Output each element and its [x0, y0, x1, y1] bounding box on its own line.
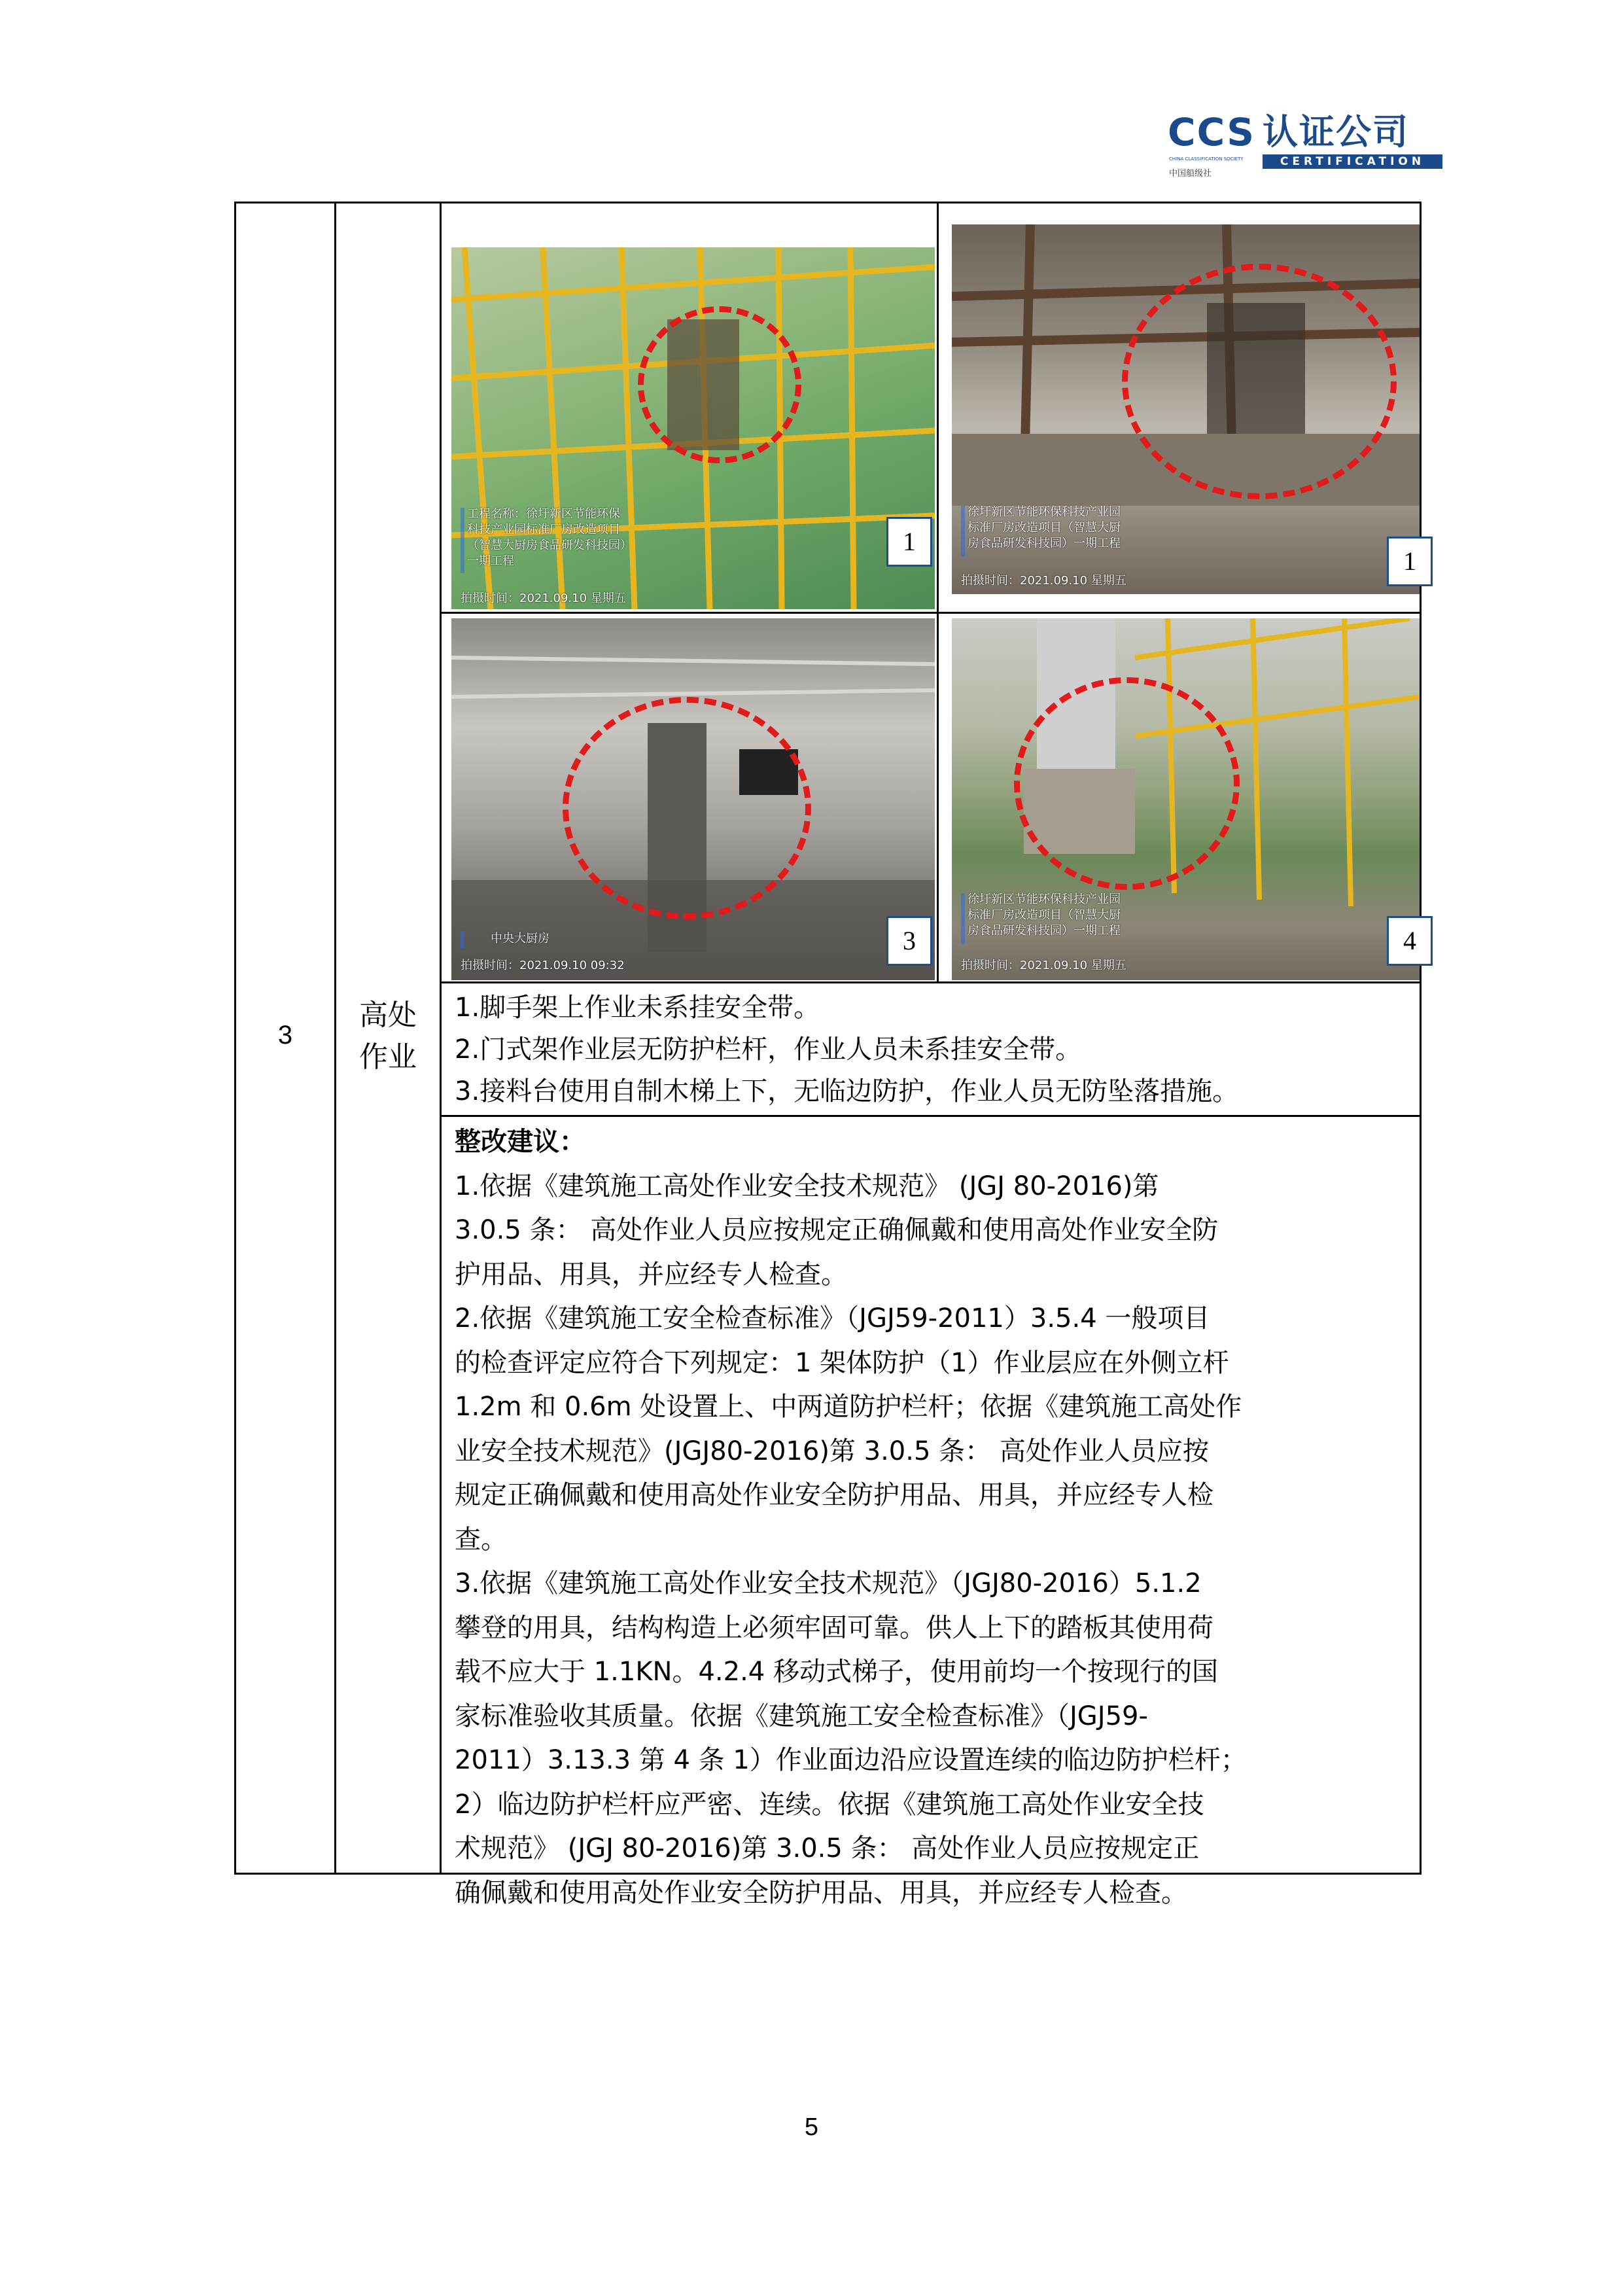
photo-timestamp: 拍摄时间：2021.09.10 星期五 — [461, 592, 626, 605]
site-photo-2 — [952, 224, 1420, 594]
site-photo-4 — [952, 618, 1420, 980]
site-photo-3 — [451, 618, 935, 980]
suggestion-line: 业安全技术规范》(JGJ80-2016)第 3.0.5 条： 高处作业人员应按 — [455, 1436, 1209, 1466]
photo-divider — [937, 202, 939, 983]
finding-2: 2.门式架作业层无防护栏杆，作业人员未系挂安全带。 — [455, 1034, 1082, 1065]
caption-bar — [461, 931, 464, 948]
rectification-suggestions — [455, 1120, 1403, 1915]
category-line-1: 高处 — [359, 998, 417, 1032]
photo-timestamp: 拍摄时间：2021.09.10 星期五 — [961, 959, 1126, 972]
col-divider-2 — [440, 202, 442, 1875]
logo-name: 认证公司 — [1263, 111, 1409, 152]
row-category — [336, 995, 440, 1078]
suggestion-line: 攀登的用具，结构构造上必须牢固可靠。供人上下的踏板其使用荷 — [455, 1612, 1213, 1643]
findings-bottom-line — [440, 1115, 1422, 1117]
logo-small-cn: 中国船级社 — [1169, 169, 1212, 179]
suggestion-line: 3.依据《建筑施工高处作业安全技术规范》（JGJ80-2016）5.1.2 — [455, 1568, 1202, 1598]
photo-badge-2: 1 — [1387, 537, 1433, 586]
suggestion-line: 术规范》 (JGJ 80-2016)第 3.0.5 条： 高处作业人员应按规定正 — [455, 1833, 1200, 1863]
site-photo-1 — [451, 247, 935, 609]
photo-timestamp: 拍摄时间：2021.09.10 09:32 — [461, 959, 625, 972]
suggestion-line: 3.0.5 条： 高处作业人员应按规定正确佩戴和使用高处作业安全防 — [455, 1215, 1219, 1245]
category-line-2: 作业 — [359, 1040, 417, 1074]
photo-badge-3: 3 — [886, 916, 932, 966]
logo-small-en: CHINA CLASSIFICATION SOCIETY — [1169, 156, 1244, 162]
suggestion-line: 确佩戴和使用高处作业安全防护用品、用具，并应经专人检查。 — [455, 1877, 1187, 1908]
finding-3: 3.接料台使用自制木梯上下，无临边防护，作业人员无防坠落措施。 — [455, 1076, 1239, 1106]
suggestion-line: 载不应大于 1.1KN。4.2.4 移动式梯子，使用前均一个按现行的国 — [455, 1657, 1218, 1687]
photo-caption: 中央大厨房 — [491, 932, 550, 945]
suggestion-line: 2）临边防护栏杆应严密、连续。依据《建筑施工高处作业安全技 — [455, 1789, 1204, 1820]
suggestion-line: 家标准验收其质量。依据《建筑施工安全检查标准》（JGJ59- — [455, 1701, 1148, 1731]
hazard-circle — [563, 697, 811, 919]
photo-timestamp: 拍摄时间：2021.09.10 星期五 — [961, 574, 1126, 588]
ccs-certification-logo — [1168, 110, 1442, 179]
photo-caption: 工程名称：徐圩新区节能环保 科技产业园标准厂房改造项目 （智慧大厨房食品研发科技园） 一期工程 — [467, 507, 632, 568]
logo-brand: CCS — [1168, 110, 1255, 154]
photo-caption: 徐圩新区节能环保科技产业园 标准厂房改造项目（智慧大厨 房食品研发科技园）一期工程 — [968, 505, 1121, 550]
caption-bar — [961, 893, 965, 944]
finding-1: 1.脚手架上作业未系挂安全带。 — [455, 993, 820, 1023]
caption-bar — [461, 508, 464, 573]
hazard-circle — [1122, 264, 1397, 499]
suggestions-heading: 整改建议： — [455, 1127, 585, 1157]
caption-bar — [961, 506, 965, 557]
photo-row-divider — [440, 612, 1422, 614]
photo-badge-1: 1 — [886, 517, 932, 567]
page-number: 5 — [804, 2113, 819, 2141]
suggestion-line: 查。 — [455, 1524, 507, 1555]
hazard-circle — [638, 306, 801, 463]
suggestion-line: 的检查评定应符合下列规定：1 架体防护（1）作业层应在外侧立杆 — [455, 1347, 1229, 1378]
suggestion-line: 2.依据《建筑施工安全检查标准》（JGJ59-2011）3.5.4 一般项目 — [455, 1303, 1210, 1333]
photo-caption: 徐圩新区节能环保科技产业园 标准厂房改造项目（智慧大厨 房食品研发科技园）一期工程 — [968, 892, 1121, 938]
suggestion-line: 1.依据《建筑施工高处作业安全技术规范》 (JGJ 80-2016)第 — [455, 1171, 1159, 1201]
suggestion-line: 护用品、用具，并应经专人检查。 — [455, 1259, 847, 1290]
photo-badge-4: 4 — [1387, 916, 1433, 966]
hazard-circle — [1014, 677, 1240, 890]
row-number: 3 — [277, 1021, 293, 1050]
suggestion-line: 规定正确佩戴和使用高处作业安全防护用品、用具，并应经专人检 — [455, 1480, 1213, 1510]
suggestion-line: 2011）3.13.3 第 4 条 1）作业面边沿应设置连续的临边防护栏杆； — [455, 1745, 1247, 1775]
photos-bottom-line — [440, 981, 1422, 983]
suggestion-line: 1.2m 和 0.6m 处设置上、中两道防护栏杆；依据《建筑施工高处作 — [455, 1392, 1242, 1422]
logo-sub: CERTIFICATION — [1263, 154, 1442, 169]
